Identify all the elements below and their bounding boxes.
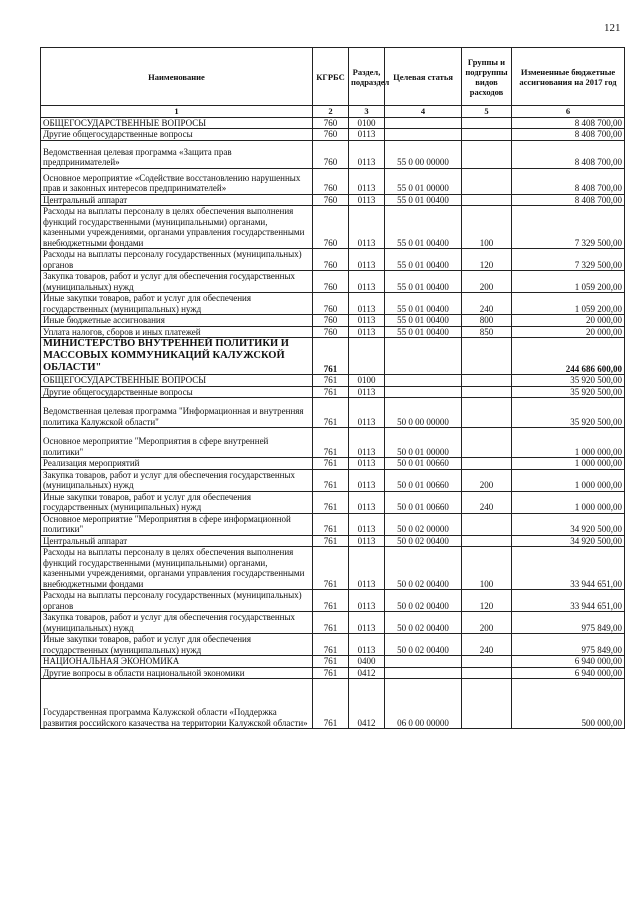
row-section: 0113 xyxy=(349,634,385,656)
row-section: 0412 xyxy=(349,679,385,729)
row-name: Иные закупки товаров, работ и услуг для обеспечения государственных (муниципальных) нужд xyxy=(41,491,313,513)
row-section: 0113 xyxy=(349,315,385,327)
row-amount: 1 000 000,00 xyxy=(512,458,625,470)
row-kgrbs: 760 xyxy=(313,117,349,129)
row-name: Закупка товаров, работ и услуг для обеспечения государственных (муниципальных) нужд xyxy=(41,271,313,293)
row-kgrbs: 761 xyxy=(313,428,349,458)
row-name: Основное мероприятие "Мероприятия в сфере внутренней политики" xyxy=(41,428,313,458)
table-row xyxy=(41,315,625,327)
row-amount: 1 000 000,00 xyxy=(512,428,625,458)
table-row xyxy=(41,271,625,293)
row-kgrbs: 761 xyxy=(313,375,349,387)
row-name: Расходы на выплаты персоналу государственных (муниципальных) органов xyxy=(41,590,313,612)
row-section: 0412 xyxy=(349,667,385,679)
row-target: 50 0 02 00400 xyxy=(385,547,462,590)
row-amount: 35 920 500,00 xyxy=(512,375,625,387)
row-kgrbs: 761 xyxy=(313,398,349,428)
row-group: 100 xyxy=(462,547,512,590)
table-row xyxy=(41,386,625,398)
row-section: 0113 xyxy=(349,428,385,458)
row-amount: 33 944 651,00 xyxy=(512,547,625,590)
row-amount: 35 920 500,00 xyxy=(512,386,625,398)
table-row xyxy=(41,398,625,428)
row-target: 50 0 02 00000 xyxy=(385,513,462,535)
row-section: 0113 xyxy=(349,140,385,168)
row-target: 55 0 01 00400 xyxy=(385,315,462,327)
row-kgrbs: 761 xyxy=(313,547,349,590)
column-number: 1 xyxy=(41,106,313,118)
row-name: Реализация мероприятий xyxy=(41,458,313,470)
row-amount: 20 000,00 xyxy=(512,326,625,338)
col-kgrbs-header: КГРБС xyxy=(313,48,349,106)
row-group: 200 xyxy=(462,469,512,491)
row-target xyxy=(385,117,462,129)
row-name: Ведомственная целевая программа "Информационная и внутренняя политика Калужской области" xyxy=(41,398,313,428)
col-section-header: Раздел, подраздел xyxy=(349,48,385,106)
row-section: 0113 xyxy=(349,326,385,338)
table-header-row xyxy=(41,48,625,106)
row-section: 0113 xyxy=(349,386,385,398)
table-row xyxy=(41,168,625,194)
col-target-header: Целевая статья xyxy=(385,48,462,106)
row-section: 0113 xyxy=(349,535,385,547)
row-amount: 500 000,00 xyxy=(512,679,625,729)
row-target xyxy=(385,129,462,141)
budget-table xyxy=(40,47,625,729)
row-section: 0113 xyxy=(349,194,385,206)
row-section: 0113 xyxy=(349,458,385,470)
row-target xyxy=(385,375,462,387)
row-group: 200 xyxy=(462,612,512,634)
row-name: Расходы на выплаты персоналу государственных (муниципальных) органов xyxy=(41,249,313,271)
row-kgrbs: 761 xyxy=(313,469,349,491)
row-name: Иные закупки товаров, работ и услуг для обеспечения государственных (муниципальных) нужд xyxy=(41,634,313,656)
row-section: 0113 xyxy=(349,491,385,513)
row-kgrbs: 760 xyxy=(313,249,349,271)
row-group xyxy=(462,386,512,398)
table-row xyxy=(41,634,625,656)
column-number: 3 xyxy=(349,106,385,118)
row-group: 120 xyxy=(462,249,512,271)
table-row xyxy=(41,535,625,547)
row-name: Основное мероприятие «Содействие восстановлению нарушенных прав и законных интересов предпринимателей» xyxy=(41,168,313,194)
row-kgrbs: 761 xyxy=(313,386,349,398)
row-group xyxy=(462,375,512,387)
row-name: Уплата налогов, сборов и иных платежей xyxy=(41,326,313,338)
row-kgrbs: 760 xyxy=(313,315,349,327)
row-name: Центральный аппарат xyxy=(41,194,313,206)
table-row xyxy=(41,129,625,141)
row-name: Государственная программа Калужской области «Поддержка развития российского казачества на территории Калужской области» xyxy=(41,679,313,729)
table-row xyxy=(41,194,625,206)
page-number: 121 xyxy=(604,22,621,34)
row-section: 0113 xyxy=(349,513,385,535)
row-kgrbs: 761 xyxy=(313,612,349,634)
table-row xyxy=(41,612,625,634)
row-group: 120 xyxy=(462,590,512,612)
row-group xyxy=(462,338,512,375)
row-group xyxy=(462,140,512,168)
row-target: 50 0 02 00400 xyxy=(385,612,462,634)
row-group xyxy=(462,679,512,729)
row-section: 0113 xyxy=(349,612,385,634)
row-target: 50 0 02 00400 xyxy=(385,535,462,547)
row-name: Иные бюджетные ассигнования xyxy=(41,315,313,327)
table-row xyxy=(41,656,625,668)
table-row xyxy=(41,469,625,491)
row-target xyxy=(385,338,462,375)
row-amount: 1 059 200,00 xyxy=(512,271,625,293)
row-section: 0113 xyxy=(349,469,385,491)
row-kgrbs: 761 xyxy=(313,338,349,375)
row-target: 55 0 01 00400 xyxy=(385,206,462,249)
row-amount: 975 849,00 xyxy=(512,612,625,634)
row-amount: 7 329 500,00 xyxy=(512,206,625,249)
row-group: 100 xyxy=(462,206,512,249)
row-name: Основное мероприятие "Мероприятия в сфере информационной политики" xyxy=(41,513,313,535)
row-name: Закупка товаров, работ и услуг для обеспечения государственных (муниципальных) нужд xyxy=(41,469,313,491)
row-kgrbs: 761 xyxy=(313,535,349,547)
row-target: 55 0 01 00400 xyxy=(385,249,462,271)
row-kgrbs: 760 xyxy=(313,293,349,315)
column-number: 4 xyxy=(385,106,462,118)
row-target: 50 0 01 00000 xyxy=(385,428,462,458)
row-amount: 6 940 000,00 xyxy=(512,667,625,679)
row-target xyxy=(385,656,462,668)
row-amount: 8 408 700,00 xyxy=(512,129,625,141)
row-amount: 8 408 700,00 xyxy=(512,168,625,194)
row-group xyxy=(462,398,512,428)
row-amount: 34 920 500,00 xyxy=(512,535,625,547)
row-amount: 6 940 000,00 xyxy=(512,656,625,668)
row-kgrbs: 761 xyxy=(313,458,349,470)
row-amount: 33 944 651,00 xyxy=(512,590,625,612)
row-name: Закупка товаров, работ и услуг для обеспечения государственных (муниципальных) нужд xyxy=(41,612,313,634)
row-group xyxy=(462,458,512,470)
row-target: 50 0 00 00000 xyxy=(385,398,462,428)
row-amount: 1 000 000,00 xyxy=(512,491,625,513)
row-amount: 8 408 700,00 xyxy=(512,117,625,129)
row-group xyxy=(462,129,512,141)
col-groups-header: Группы и подгруппы видов расходов xyxy=(462,48,512,106)
row-name: Другие общегосударственные вопросы xyxy=(41,129,313,141)
row-group xyxy=(462,656,512,668)
row-kgrbs: 760 xyxy=(313,168,349,194)
row-kgrbs: 760 xyxy=(313,194,349,206)
table-row xyxy=(41,140,625,168)
row-name: Ведомственная целевая программа «Защита прав предпринимателей» xyxy=(41,140,313,168)
row-target: 50 0 02 00400 xyxy=(385,634,462,656)
row-name: Иные закупки товаров, работ и услуг для обеспечения государственных (муниципальных) нужд xyxy=(41,293,313,315)
row-amount: 34 920 500,00 xyxy=(512,513,625,535)
row-amount: 8 408 700,00 xyxy=(512,140,625,168)
row-group: 850 xyxy=(462,326,512,338)
column-number: 2 xyxy=(313,106,349,118)
row-name: ОБЩЕГОСУДАРСТВЕННЫЕ ВОПРОСЫ xyxy=(41,375,313,387)
row-group xyxy=(462,667,512,679)
row-kgrbs: 761 xyxy=(313,656,349,668)
row-section: 0113 xyxy=(349,590,385,612)
table-row xyxy=(41,206,625,249)
column-number: 5 xyxy=(462,106,512,118)
row-section: 0113 xyxy=(349,206,385,249)
table-row xyxy=(41,326,625,338)
row-kgrbs: 760 xyxy=(313,129,349,141)
row-name: Расходы на выплаты персоналу в целях обеспечения выполнения функций государственными (муниципальными) органами, казенными учреждениями, органами управления государственными внебюджетными фондами xyxy=(41,206,313,249)
table-row xyxy=(41,667,625,679)
row-target: 55 0 01 00400 xyxy=(385,271,462,293)
row-amount: 244 686 600,00 xyxy=(512,338,625,375)
column-number-row xyxy=(41,106,625,118)
row-group xyxy=(462,194,512,206)
row-section: 0100 xyxy=(349,117,385,129)
table-row xyxy=(41,547,625,590)
table-row xyxy=(41,428,625,458)
table-row xyxy=(41,491,625,513)
row-amount: 35 920 500,00 xyxy=(512,398,625,428)
row-name: НАЦИОНАЛЬНАЯ ЭКОНОМИКА xyxy=(41,656,313,668)
row-group xyxy=(462,117,512,129)
row-name: Расходы на выплаты персоналу в целях обеспечения выполнения функций государственными (муниципальными) органами, казенными учреждениями, органами управления государственными внебюджетными фондами xyxy=(41,547,313,590)
table-row-ministry xyxy=(41,338,625,375)
row-target: 06 0 00 00000 xyxy=(385,679,462,729)
table-row xyxy=(41,249,625,271)
table-row xyxy=(41,513,625,535)
row-group xyxy=(462,168,512,194)
row-target: 50 0 01 00660 xyxy=(385,469,462,491)
col-amount-header: Измененные бюджетные ассигнования на 2017 год xyxy=(512,48,625,106)
row-target: 55 0 01 00400 xyxy=(385,194,462,206)
table-row xyxy=(41,375,625,387)
row-amount: 1 059 200,00 xyxy=(512,293,625,315)
row-group: 200 xyxy=(462,271,512,293)
row-section: 0100 xyxy=(349,375,385,387)
row-section: 0113 xyxy=(349,547,385,590)
table-row xyxy=(41,458,625,470)
row-group: 240 xyxy=(462,293,512,315)
table-row xyxy=(41,590,625,612)
row-name: Центральный аппарат xyxy=(41,535,313,547)
row-name: ОБЩЕГОСУДАРСТВЕННЫЕ ВОПРОСЫ xyxy=(41,117,313,129)
table-row xyxy=(41,293,625,315)
row-target xyxy=(385,386,462,398)
table-row xyxy=(41,117,625,129)
row-amount: 1 000 000,00 xyxy=(512,469,625,491)
row-group: 800 xyxy=(462,315,512,327)
row-section: 0113 xyxy=(349,293,385,315)
row-section: 0113 xyxy=(349,249,385,271)
row-kgrbs: 760 xyxy=(313,326,349,338)
row-target: 55 0 01 00000 xyxy=(385,168,462,194)
row-kgrbs: 761 xyxy=(313,590,349,612)
row-kgrbs: 761 xyxy=(313,679,349,729)
row-kgrbs: 761 xyxy=(313,491,349,513)
row-group xyxy=(462,428,512,458)
row-kgrbs: 761 xyxy=(313,634,349,656)
column-number: 6 xyxy=(512,106,625,118)
row-target: 55 0 01 00400 xyxy=(385,326,462,338)
row-target: 50 0 02 00400 xyxy=(385,590,462,612)
row-section: 0113 xyxy=(349,271,385,293)
row-kgrbs: 760 xyxy=(313,271,349,293)
row-group: 240 xyxy=(462,491,512,513)
row-target: 55 0 01 00400 xyxy=(385,293,462,315)
row-name: Другие вопросы в области национальной экономики xyxy=(41,667,313,679)
row-group: 240 xyxy=(462,634,512,656)
row-amount: 8 408 700,00 xyxy=(512,194,625,206)
row-section: 0113 xyxy=(349,168,385,194)
row-section: 0400 xyxy=(349,656,385,668)
row-section: 0113 xyxy=(349,129,385,141)
row-kgrbs: 760 xyxy=(313,206,349,249)
row-amount: 7 329 500,00 xyxy=(512,249,625,271)
row-target: 50 0 01 00660 xyxy=(385,458,462,470)
row-kgrbs: 761 xyxy=(313,667,349,679)
row-kgrbs: 761 xyxy=(313,513,349,535)
row-name: Другие общегосударственные вопросы xyxy=(41,386,313,398)
row-group xyxy=(462,535,512,547)
row-name: МИНИСТЕРСТВО ВНУТРЕННЕЙ ПОЛИТИКИ И МАССОВЫХ КОММУНИКАЦИЙ КАЛУЖСКОЙ ОБЛАСТИ" xyxy=(41,338,313,375)
row-target: 55 0 00 00000 xyxy=(385,140,462,168)
row-target xyxy=(385,667,462,679)
col-name-header: Наименование xyxy=(41,48,313,106)
table-row xyxy=(41,679,625,729)
row-amount: 20 000,00 xyxy=(512,315,625,327)
row-target: 50 0 01 00660 xyxy=(385,491,462,513)
row-amount: 975 849,00 xyxy=(512,634,625,656)
row-kgrbs: 760 xyxy=(313,140,349,168)
row-group xyxy=(462,513,512,535)
row-section: 0113 xyxy=(349,398,385,428)
row-section xyxy=(349,338,385,375)
